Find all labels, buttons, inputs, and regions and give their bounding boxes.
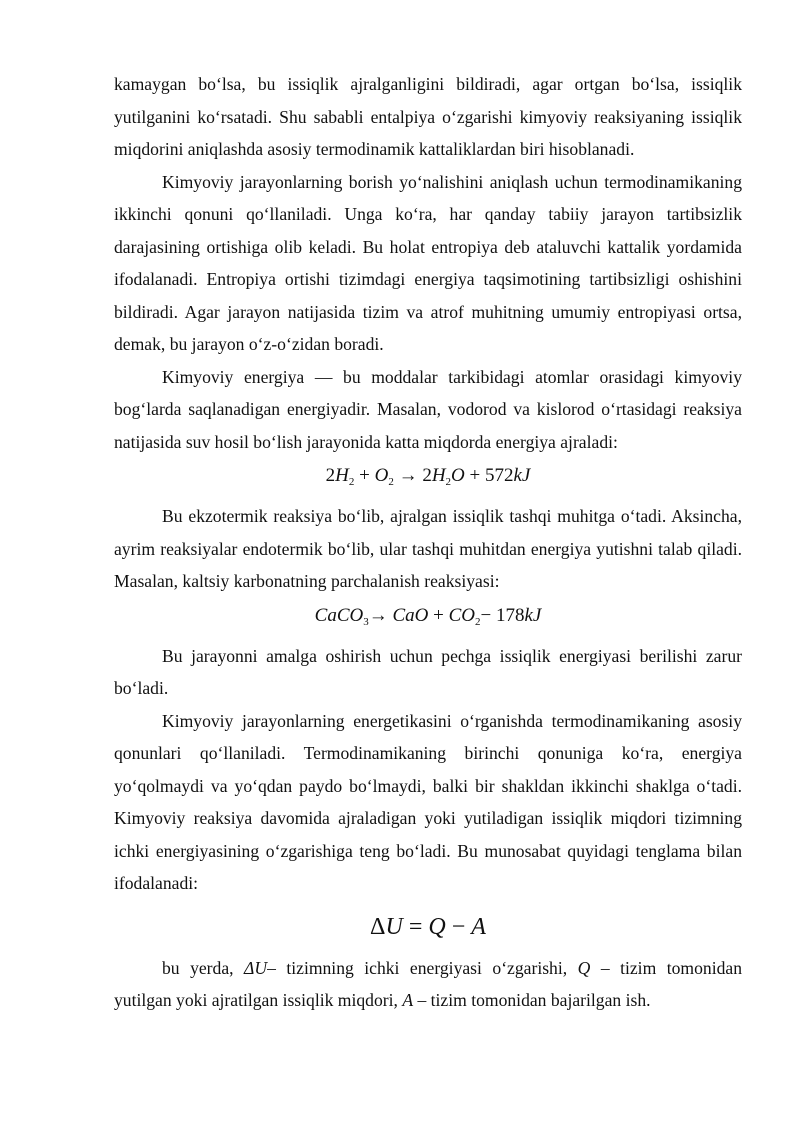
- paragraph-first-law: Kimyoviy jarayonlarning energetikasini o‘rganishda termodinamikaning asosiy qonunlari qo‘llaniladi. Termodinamikaning birinchi qonuniga ko‘ra, energiya yo‘qolmaydi va yo‘qdan paydo bo‘lmaydi, balki bir shakldan ikkinchi shaklga o‘tadi. Kimyoviy reaksiya davomida ajraladigan yoki yutiladigan issiqlik miqdori tizimning ichki energiyasining o‘zgarishiga teng bo‘ladi. Bu munosabat quyidagi tenglama bilan ifodalanadi:: [114, 710, 742, 893]
- paragraph-definitions: bu yerda, ΔU– tizimning ichki energiyasi o‘zgarishi, Q – tizim tomonidan yutilgan yoki ajratilgan issiqlik miqdori, A – tizim tomonidan bajarilgan ish.: [114, 957, 742, 1010]
- paragraph-furnace: Bu jarayonni amalga oshirish uchun pechga issiqlik energiyasi berilishi zarur bo‘ladi.: [114, 645, 742, 698]
- formula-water-formation: $2H_2 + O_2 \to 2H_2O + 572kJ$: [325, 465, 531, 488]
- paragraph-endothermic: Bu ekzotermik reaksiya bo‘lib, ajralgan issiqlik tashqi muhitga o‘tadi. Aksincha, ayrim reaksiyalar endotermik bo‘lib, ular tashqi muhitdan energiya yutishni talab qiladi. Masalan, kaltsiy karbonatning parchalanish reaksiyasi:: [114, 506, 742, 591]
- formula-first-law: ΔU = Q − A: [370, 913, 486, 940]
- paragraph-second-law: Kimyoviy jarayonlarning borish yo‘nalishini aniqlash uchun termodinamikaning ikkinchi qonuni qo‘llaniladi. Unga ko‘ra, har qanday tabiiy jarayon tartibsizlik darajasining ortishiga olib keladi. Bu holat entropiya deb ataluvchi kattalik yordamida ifodalanadi. Entropiya ortishi tizimdagi energiya taqsimotining tartibsizligi oshishini bildiradi. Agar jarayon natijasida tizim va atrof muhitning umumiy entropiyasi ortsa, demak, bu jarayon o‘z-o‘zidan boradi.: [114, 171, 742, 354]
- formula-calcite-decomposition: CaCO$_3$→ CaO + $CO_2- 178kJ$: [314, 604, 542, 628]
- paragraph-chemical-energy: Kimyoviy energiya — bu moddalar tarkibidagi atomlar orasidagi kimyoviy bog‘larda saqlanadigan energiyadir. Masalan, vodorod va kislorod o‘rtasidagi reaksiya natijasida suv hosil bo‘lish jarayonida katta miqdorda energiya ajraladi:: [114, 366, 742, 452]
- reaction-arrow: →: [368, 604, 393, 626]
- paragraph-enthalpy: kamaygan bo‘lsa, bu issiqlik ajralganligini bildiradi, agar ortgan bo‘lsa, issiqlik yutilganini ko‘rsatadi. Shu sababli entalpiya o‘zgarishi kimyoviy reaksiyaning issiqlik miqdorini aniqlashda asosiy termodinamik kattaliklardan biri hisoblanadi.: [114, 74, 742, 159]
- reaction-arrow: →: [393, 465, 423, 486]
